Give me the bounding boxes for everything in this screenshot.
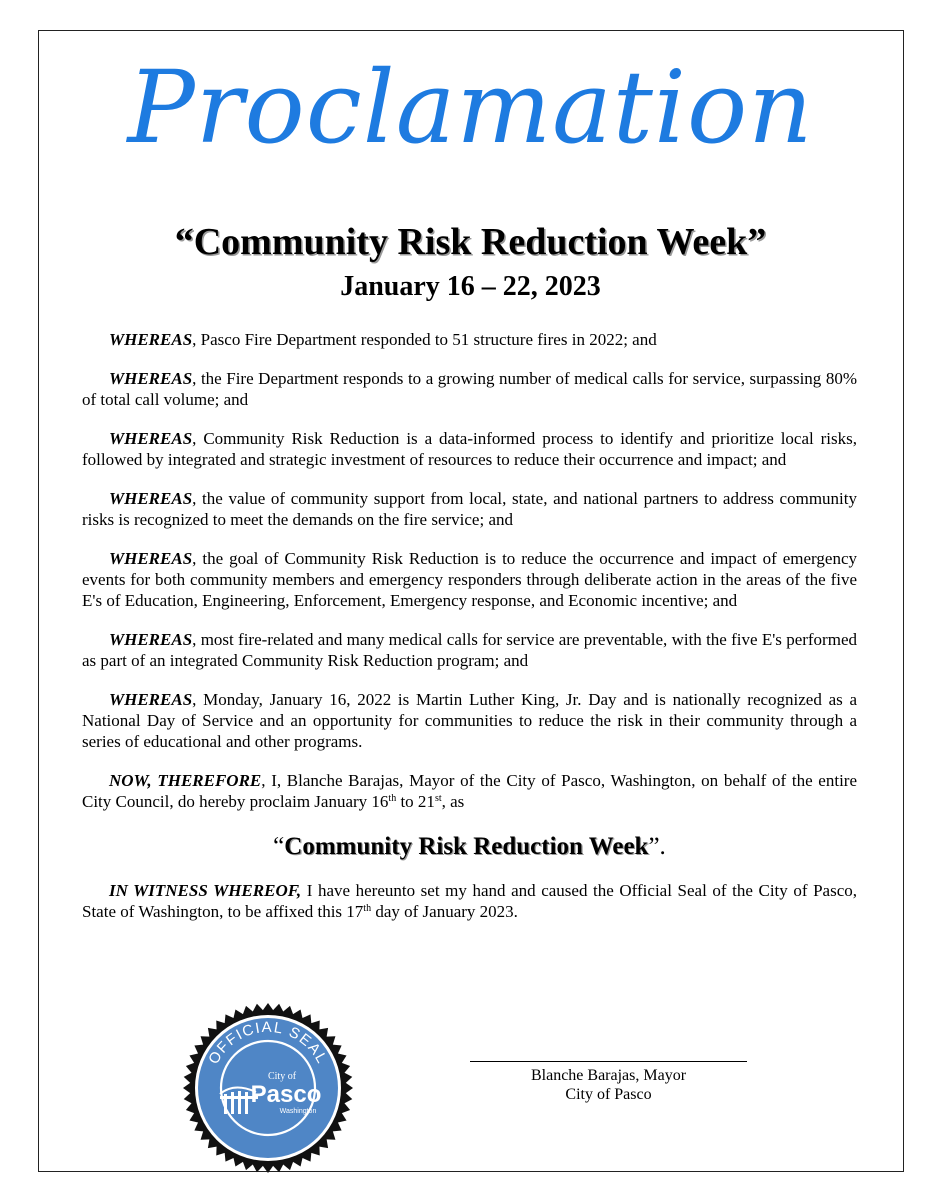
superscript: th <box>388 793 397 804</box>
seal-city-name: Pasco <box>250 1081 322 1108</box>
therefore-lead: NOW, THEREFORE <box>109 771 262 790</box>
close-quote: ”. <box>648 833 666 860</box>
signature-line <box>470 1061 747 1062</box>
whereas-text: , Community Risk Reduction is a data-informed process to identify and prioritize local risks, followed by integrated and strategic investment of resources to reduce their occurrence and impact; and <box>82 429 857 469</box>
superscript: st <box>434 793 442 804</box>
witness-text: day of January 2023. <box>371 902 518 921</box>
signer-name: Blanche Barajas, Mayor <box>530 1067 687 1084</box>
whereas-lead: WHEREAS <box>109 630 193 649</box>
whereas-paragraph <box>82 689 857 752</box>
therefore-paragraph <box>82 770 857 812</box>
seal-city-of: City of <box>267 1071 297 1082</box>
proclamation-dates: January 16 – 22, 2023 <box>340 271 601 302</box>
proclamation-subtitle: “Community Risk Reduction Week” <box>174 221 767 263</box>
week-name: Community Risk Reduction Week <box>284 833 649 860</box>
whereas-paragraph <box>82 368 857 410</box>
superscript: th <box>363 903 372 914</box>
therefore-text: , I, Blanche Barajas, Mayor of the City of Pasco, Washington, on behalf of the entire City Council, do hereby proclaim January 16 <box>82 771 858 811</box>
seal-ring-text: OFFICIAL SEAL <box>205 1018 331 1068</box>
whereas-text: , Monday, January 16, 2022 is Martin Luther King, Jr. Day and is nationally recognized as a National Day of Service and an opportunity for communities to reduce the risk in their community through a series of educational and other programs. <box>82 690 857 751</box>
whereas-paragraph <box>82 629 857 671</box>
whereas-lead: WHEREAS <box>109 690 193 709</box>
therefore-text: , as <box>441 792 465 811</box>
whereas-paragraph <box>82 428 857 470</box>
witness-lead: IN WITNESS WHEREOF, <box>109 881 302 900</box>
whereas-paragraph <box>82 548 857 611</box>
proclamation-title: Proclamation <box>127 49 814 166</box>
witness-paragraph <box>82 880 857 922</box>
whereas-text: , most fire-related and many medical calls for service are preventable, with the five E's performed as part of an integrated Community Risk Reduction program; and <box>82 630 857 670</box>
week-name-heading <box>82 832 857 862</box>
proclamation-body <box>82 329 857 940</box>
whereas-text: , the goal of Community Risk Reduction is to reduce the occurrence and impact of emergency events for both community members and emergency responders through deliberate action in the areas of the five E's of Education, Engineering, Enforcement, Emergency response, and Economic incentive; and <box>82 549 857 610</box>
whereas-paragraph <box>82 329 857 350</box>
therefore-text: to 21 <box>396 792 435 811</box>
whereas-lead: WHEREAS <box>109 369 193 388</box>
signer-city: City of Pasco <box>565 1086 652 1103</box>
whereas-lead: WHEREAS <box>109 489 193 508</box>
whereas-text: , Pasco Fire Department responded to 51 structure fires in 2022; and <box>192 330 657 349</box>
open-quote: “ <box>273 833 285 860</box>
whereas-lead: WHEREAS <box>109 429 193 448</box>
whereas-lead: WHEREAS <box>109 330 193 349</box>
seal-state: Washington <box>279 1108 317 1115</box>
whereas-text: , the Fire Department responds to a growing number of medical calls for service, surpassing 80% of total call volume; and <box>82 369 857 409</box>
whereas-paragraph <box>82 488 857 530</box>
official-seal <box>182 1002 354 1174</box>
witness-text: I have hereunto set my hand and caused the Official Seal of the City of Pasco, State of Washington, to be affixed this 17 <box>82 881 857 921</box>
whereas-text: , the value of community support from local, state, and national partners to address community risks is recognized to meet the demands on the fire service; and <box>82 489 857 529</box>
whereas-lead: WHEREAS <box>109 549 193 568</box>
